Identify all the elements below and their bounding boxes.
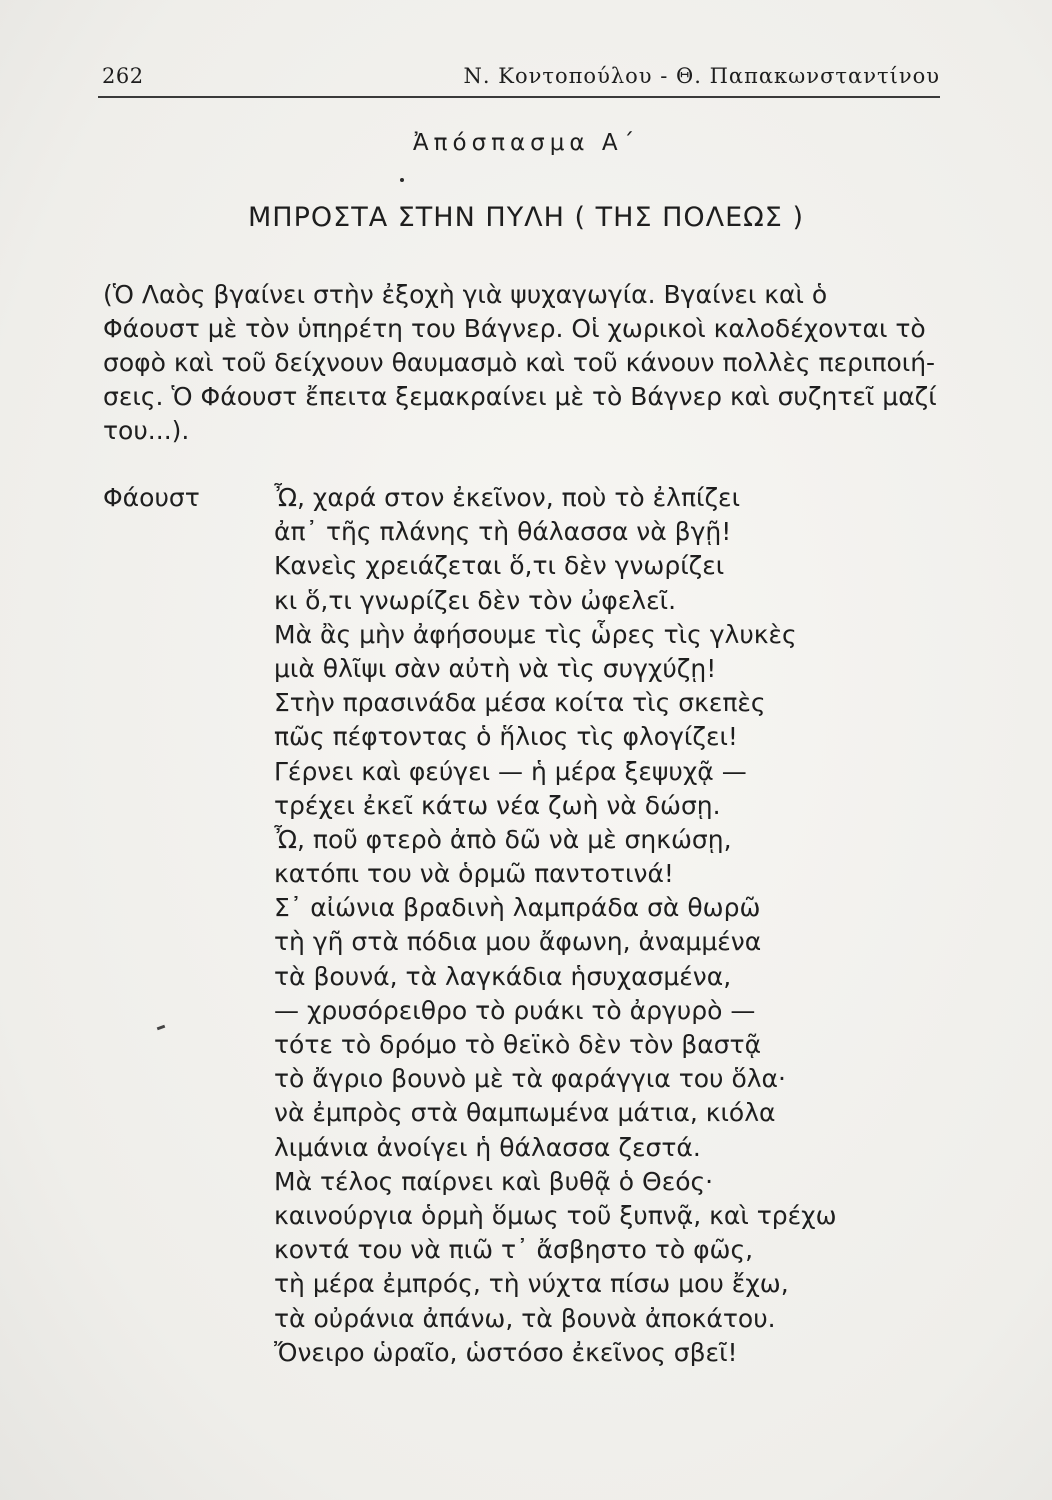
scene-title: ΜΠΡΟΣΤΑ ΣΤΗΝ ΠΥΛΗ ( ΤΗΣ ΠΟΛΕΩΣ ) bbox=[248, 202, 804, 233]
verse-line: τὰ βουνά, τὰ λαγκάδια ἡσυχασμένα, bbox=[274, 961, 732, 991]
verse-line: Ὦ, χαρά στον ἐκεῖνον, ποὺ τὸ ἐλπίζει bbox=[274, 483, 741, 512]
verse-line: Μὰ ἂς μὴν ἀφήσουμε τὶς ὧρες τὶς γλυκὲς bbox=[274, 619, 797, 649]
verse-line: ἀπ᾽ τῆς πλάνης τὴ θάλασσα νὰ βγῇ! bbox=[274, 517, 732, 547]
verse-line: Κανεὶς χρειάζεται ὅ,τι δὲν γνωρίζει bbox=[274, 551, 725, 581]
verse-line: τὴ μέρα ἐμπρός, τὴ νύχτα πίσω μου ἔχω, bbox=[274, 1269, 789, 1299]
verse-line: κι ὅ,τι γνωρίζει δὲν τὸν ὠφελεῖ. bbox=[274, 585, 677, 615]
verse-line: καινούργια ὁρμὴ ὅμως τοῦ ξυπνᾷ, καὶ τρέχω bbox=[274, 1200, 837, 1230]
page-number: 262 bbox=[102, 64, 144, 88]
stage-direction-line: σεις. Ὁ Φάουστ ἔπειτα ξεμακραίνει μὲ τὸ Βάγνερ καὶ συζητεῖ μαζί bbox=[103, 382, 937, 411]
verse-block bbox=[274, 481, 914, 1370]
verse-line: Ὄνειρο ὡραῖο, ὡστόσο ἐκεῖνος σβεῖ! bbox=[274, 1337, 738, 1367]
verse-line: Στὴν πρασινάδα μέσα κοίτα τὶς σκεπὲς bbox=[274, 688, 766, 718]
verse-line: τὰ οὐράνια ἀπάνω, τὰ βουνὰ ἀποκάτου. bbox=[274, 1303, 776, 1333]
stage-direction-line: του...). bbox=[103, 416, 190, 445]
verse-line: πῶς πέφτοντας ὁ ἥλιος τὶς φλογίζει! bbox=[274, 722, 738, 752]
stray-dot bbox=[400, 178, 404, 182]
verse-line: Μὰ τέλος παίρνει καὶ βυθᾷ ὁ Θεός· bbox=[274, 1166, 714, 1196]
verse-line: Γέρνει καὶ φεύγει — ἡ μέρα ξεψυχᾷ — bbox=[274, 756, 747, 786]
verse-line: τότε τὸ δρόμο τὸ θεϊκὸ δὲν τὸν βαστᾷ bbox=[274, 1030, 762, 1059]
stage-direction-line: σοφὸ καὶ τοῦ δείχνουν θαυμασμὸ καὶ τοῦ κάνουν πολλὲς περιποιή- bbox=[103, 348, 936, 377]
verse-line: κατόπι του νὰ ὁρμῶ παντοτινά! bbox=[274, 859, 674, 889]
stage-direction-line: (Ὁ Λαὸς βγαίνει στὴν ἐξοχὴ γιὰ ψυχαγωγία. Βγαίνει καὶ ὁ bbox=[103, 280, 828, 309]
header-rule bbox=[98, 96, 940, 98]
verse-line: τρέχει ἐκεῖ κάτω νέα ζωὴ νὰ δώσῃ. bbox=[274, 790, 721, 820]
verse-line: — χρυσόρειθρο τὸ ρυάκι τὸ ἀργυρὸ — bbox=[274, 995, 756, 1025]
verse-line: τὸ ἄγριο βουνὸ μὲ τὰ φαράγγια του ὅλα· bbox=[274, 1064, 786, 1094]
verse-line: Ὦ, ποῦ φτερὸ ἀπὸ δῶ νὰ μὲ σηκώσῃ, bbox=[274, 824, 732, 854]
verse-line: Σ᾽ αἰώνια βραδινὴ λαμπράδα σὰ θωρῶ bbox=[274, 893, 761, 923]
verse-line: τὴ γῆ στὰ πόδια μου ἄφωνη, ἀναμμένα bbox=[274, 927, 762, 957]
verse-line: μιὰ θλῖψι σὰν αὐτὴ νὰ τὶς συγχύζῃ! bbox=[274, 653, 717, 683]
verse-line: λιμάνια ἀνοίγει ἡ θάλασσα ζεστά. bbox=[274, 1132, 701, 1162]
stage-direction bbox=[103, 278, 948, 448]
speaker-name: Φάουστ bbox=[103, 483, 200, 512]
stage-direction-line: Φάουστ μὲ τὸν ὑπηρέτη του Βάγνερ. Οἱ χωρικοὶ καλοδέχονται τὸ bbox=[103, 314, 926, 343]
verse-line: κοντά του νὰ πιῶ τ᾽ ἄσβηστο τὸ φῶς, bbox=[274, 1235, 754, 1265]
excerpt-title: Ἀπόσπασμα Α΄ bbox=[412, 130, 640, 156]
verse-line: νὰ ἐμπρὸς στὰ θαμπωμένα μάτια, κιόλα bbox=[274, 1098, 776, 1128]
running-head: Ν. Κοντοπούλου - Θ. Παπακωνσταντίνου bbox=[463, 64, 940, 88]
